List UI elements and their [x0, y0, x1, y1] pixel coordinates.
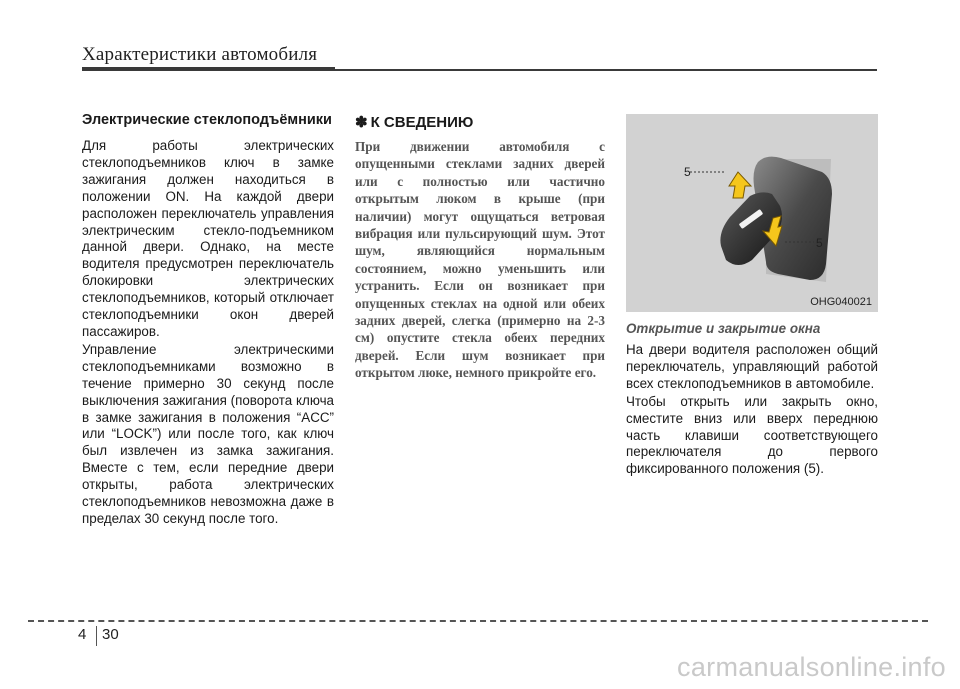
page-header-title: Характеристики автомобиля	[82, 44, 318, 65]
arrow-up-icon	[729, 172, 751, 198]
footer-dashed-rule	[28, 620, 928, 622]
figure-caption: Открытие и закрытие окна	[626, 321, 821, 336]
section-heading-power-windows: Электрические стеклоподъёмники	[82, 112, 332, 128]
right-paragraph-1: На двери водителя расположен общий переключатель, управляющий работой всех стеклоподъемников в автомобиле.	[626, 342, 878, 391]
page-number-divider	[96, 626, 97, 646]
right-column	[626, 114, 878, 478]
note-star-icon: ✽	[355, 114, 368, 131]
note-text: При движении автомобиля с опущенными стеклами задних дверей или с полностью или частично открытым люком в крыше (при наличии) могут ощущаться ветровая вибрация или пульсирующий шум. Этот шум, являющийся нормальным состоянием, можно уменьшить или устранить. Если он возникает при опущенных стеклах на одной или обеих задних дверей, слегка (примерно на 2-3 см) опустите стекла обеих передних дверей. Если шум возникает при открытом люке, немного прикройте его.	[355, 139, 605, 381]
figure-label-top: 5	[684, 165, 691, 179]
figure-label-bottom: 5	[816, 236, 823, 250]
page-number: 30	[102, 626, 119, 643]
window-switch-illustration	[626, 114, 878, 312]
left-paragraph-1: Для работы электрических стеклоподъемников ключ в замке зажигания должен находиться в положении ON. На каждой двери расположен переключатель управления электрическим стекло-подъемником данной двери. Однако, на месте водителя предусмотрен переключатель блокировки электрических стеклоподъемников, который отключает стеклоподъемники окон дверей пассажиров.	[82, 138, 334, 339]
figure-code: OHG040021	[810, 296, 872, 308]
watermark-text: carmanualsonline.info	[677, 652, 946, 682]
chapter-number: 4	[78, 626, 87, 643]
left-column	[82, 112, 334, 528]
header-rule-thick	[82, 67, 335, 71]
header-rule-thin	[335, 69, 877, 71]
note-heading	[355, 114, 605, 132]
right-paragraph-2: Чтобы открыть или закрыть окно, сместите вниз или вверх переднюю часть клавиши соответствующего переключателя до первого фиксированного положения (5).	[626, 393, 878, 477]
middle-column	[355, 114, 605, 382]
left-paragraph-2: Управление электрическими стеклоподъемниками возможно в течение примерно 30 секунд после выключения зажигания (поворота ключа в замке зажигания в положения “ACC” или “LOCK”) или после того, как ключ был извлечен из замка зажигания. Вместе с тем, если передние двери открыты, работа электрических стеклоподъемников невозможна даже в пределах 30 секунд после того.	[82, 341, 334, 526]
window-switch-drawing	[626, 114, 878, 312]
note-heading-label: К СВЕДЕНИЮ	[370, 114, 474, 131]
